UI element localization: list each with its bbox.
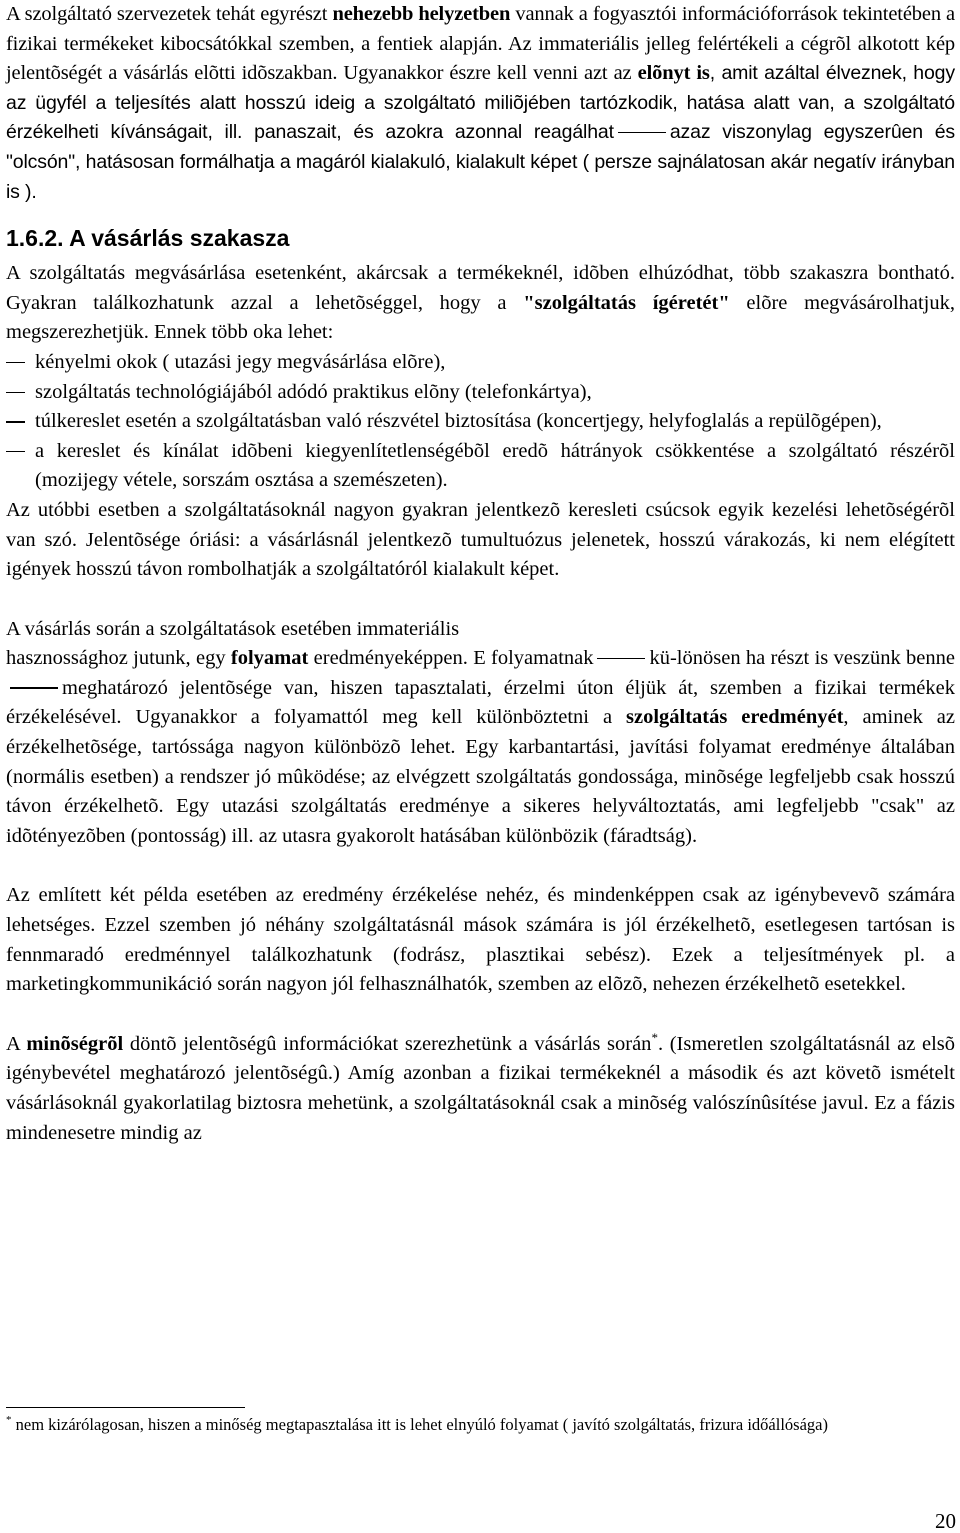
text: , amit azáltal élveznek, hogy az ügyfél a teljesítés alatt hosszú ideig a szolgáltató miliõjében tartózkodik, hatása alatt van, a szolgáltató érzékelheti kívánságait, ill. panaszait, és azokra azonnal reagálhat [6, 62, 955, 144]
text: elõre megvásárolhatjuk, megszerezhetjük. Ennek több oka lehet: [6, 291, 955, 344]
text: eredményeképpen. E folyamatnak [308, 647, 594, 670]
footnote-mark: * [6, 1414, 12, 1426]
bold-text: nehezebb helyzetben [332, 3, 511, 25]
list-item-text: túlkereslet esetén a szolgáltatásban való részvétel biztosítása (koncertjegy, helyfoglalás a repülõgépen), [35, 410, 882, 433]
paragraph-process [6, 615, 955, 852]
list-item [6, 348, 955, 378]
paragraph-quality [6, 1030, 955, 1148]
text: . (Ismeretlen szolgáltatásnál az elsõ igénybevétel meghatározó jelentõségû.) Amíg azonban a fizikai termékeknél a második és azt követõ ismételt vásárlásoknál gyakorlatilag biztosra mehetünk, a szolgáltatásoknál csak a minõség valószínûsítése javul. Ez a fázis mindenesetre mindig az [6, 1032, 955, 1144]
dash-bullet-icon [6, 392, 25, 394]
list-item-text: a kereslet és kínálat idõbeni kiegyenlítetlenségébõl eredõ hátrányok csökkentése a szolgáltató részérõl (mozijegy vétele, sorszám osztása a szemészeten). [35, 439, 955, 492]
dash-bullet-icon [6, 362, 25, 364]
bold-text: szolgáltatás eredményét [626, 706, 844, 729]
em-dash [597, 658, 645, 660]
paragraph-demand-peaks: Az utóbbi esetben a szolgáltatásoknál nagyon gyakran jelentkezõ keresleti csúcsok egyik kezelési lehetõségérõl van szó. Jelentõsége óriási: a vásárlásnál jelentkezõ tumultuózus jelenetek, hosszú várakozás, ki nem elégített igények hosszú távon rombolhatják a szolgáltatóról kialakult képet. [6, 498, 955, 581]
footnote-text: nem kizárólagosan, hiszen a minőség megtapasztalása itt is lehet elnyúló folyamat ( javító szolgáltatás, frizura időállósága) [11, 1415, 828, 1434]
paragraph-purchase-stage [6, 259, 955, 348]
text: azaz viszonylag egyszerûen és "olcsón", hatásosan formálhatja a magáról kialakuló, kialakult képet ( persze sajnálatosan akár negatív irányban is ). [6, 121, 955, 203]
text: A [6, 1032, 27, 1055]
text: A vásárlás során a szolgáltatások esetében immateriális [6, 617, 460, 640]
footnote [6, 1413, 955, 1437]
list-item-text: szolgáltatás technológiájából adódó praktikus elõny (telefonkártya), [35, 380, 592, 403]
text: , aminek az érzékelhetõsége, tartóssága nagyon különbözõ lehet. Egy karbantartási, javítási folyamat eredménye általában (normális esetben) a rendszer jó mûködése; az elvégzett szolgáltatás gondossága, minõsége legfeljebb csak hosszú távon érzékelhetõ. Egy utazási szolgáltatás eredménye a sikeres helyváltoztatás, ami legfeljebb "csak" az idõtényezõben (pontosság) ill. az utasra gyakorolt hatásában különbözik (fáradtság). [6, 706, 955, 847]
footnote-separator [6, 1407, 245, 1408]
footnote-reference: * [651, 1029, 658, 1045]
text: vannak a fogyasztói információforrások tekintetében a fizikai termékeket kibocsátókkal szemben, a fentiek alapján. Az immateriális jelleg felértékeli a cégrõl alkotott kép jelentõségét a vásárlás elõtti idõszakban. Ugyanakkor észre kell venni azt az [6, 3, 955, 85]
list-item [6, 407, 955, 437]
text: A szolgáltató szervezetek tehát egyrészt [6, 3, 333, 25]
paragraph-result-perception: Az említett két példa esetében az eredmény érzékelése nehéz, és mindenképpen csak az igénybevevõ számára lehetséges. Ezzel szemben jó néhány szolgáltatásnál mások számára is jól érzékelhetõ, esetlegesen tartósan is fennmaradó eredménnyel találkozhatunk (fodrász, plasztikai sebész). Ezek a teljesítmények pl. a marketingkommunikáció során nagyon jól felhasználhatók, szemben az elõzõ, nehezen érzékelhetõ esetekkel. [6, 884, 955, 996]
paragraph-service-image [6, 0, 955, 207]
bold-text: folyamat [230, 647, 309, 670]
em-dash [10, 687, 58, 689]
section-heading: 1.6.2. A vásárlás szakasza [6, 225, 290, 252]
text: A szolgáltatás megvásárlása esetenként, akárcsak a termékeknél, idõben elhúzódhat, több szakaszra bontható. Gyakran találkozhatunk azzal a lehetõséggel, hogy a [6, 262, 955, 314]
text: kü-lönösen ha részt is veszünk benne [649, 647, 955, 670]
text: hasznossághoz jutunk, egy [6, 647, 231, 670]
bold-text: "szolgáltatás ígéretét" [523, 291, 730, 314]
bold-text: elõnyt is [637, 62, 710, 85]
page-number: 20 [935, 1509, 956, 1533]
list-item [6, 378, 955, 408]
bold-text: minõségrõl [26, 1032, 124, 1055]
list-item-text: kényelmi okok ( utazási jegy megvásárlása elõre), [35, 350, 446, 373]
dash-bullet-icon [6, 451, 25, 453]
text: meghatározó jelentõsége van, hiszen tapasztalati, érzelmi úton éljük át, szemben a fizikai termékek érzékelésével. Ugyanakkor a folyamattól meg kell különböztetni a [6, 676, 955, 729]
reasons-list [6, 348, 955, 496]
dash-bullet-icon [6, 421, 25, 423]
em-dash [618, 132, 666, 134]
text: döntõ jelentõségû információkat szerezhetünk a vásárlás során [123, 1032, 652, 1055]
document-page [6, 0, 955, 1148]
list-item [6, 437, 955, 496]
